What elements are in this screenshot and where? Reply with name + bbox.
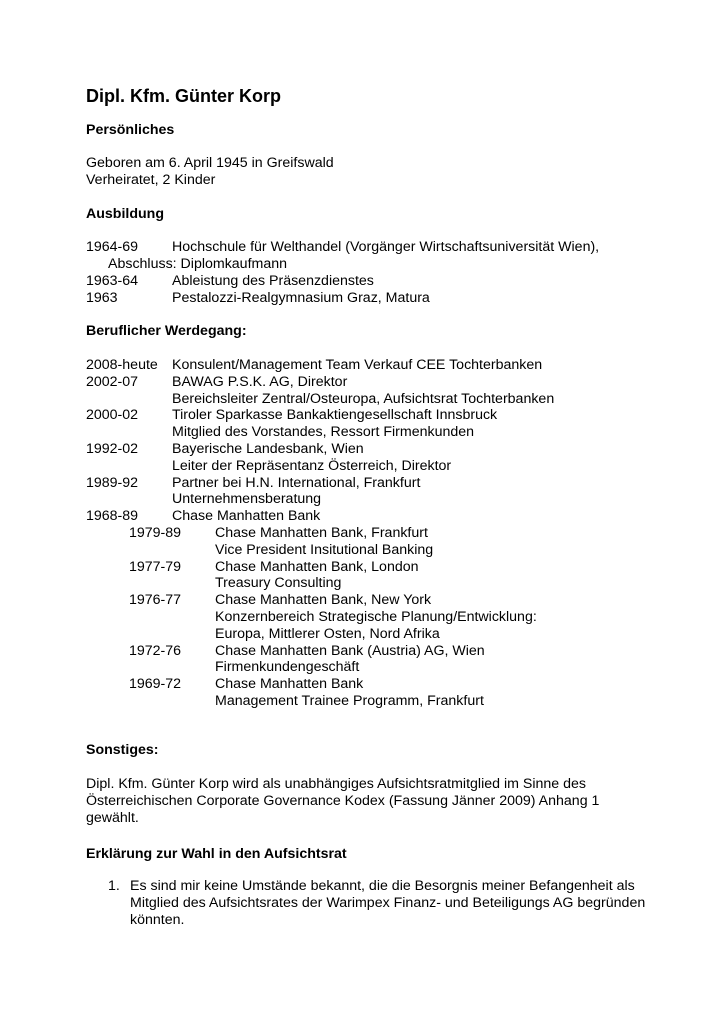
education-row — [86, 256, 646, 273]
career-year: 1992-02 — [86, 441, 139, 457]
career-text: Tiroler Sparkasse Bankaktiengesellschaft Innsbruck — [172, 407, 498, 424]
section-heading-other: Sonstiges: — [86, 742, 159, 758]
career-year: 2000-02 — [86, 407, 139, 424]
career-text: Bereichsleiter Zentral/Osteuropa, Aufsichtsrat Tochterbanken — [172, 390, 555, 407]
career-subrow — [86, 592, 646, 609]
career-row — [86, 458, 646, 475]
career-subrow-text: Chase Manhatten Bank — [215, 676, 364, 693]
career-text: Leiter der Repräsentanz Österreich, Direktor — [172, 457, 452, 474]
education-text: Hochschule für Welthandel (Vorgänger Wirtschaftsuniversität Wien), — [172, 239, 600, 255]
career-year: 1989-92 — [86, 474, 139, 491]
career-subrow-text: Europa, Mittlerer Osten, Nord Afrika — [215, 625, 440, 642]
career-subrow-year: 1969-72 — [129, 676, 182, 693]
career-row — [86, 357, 646, 374]
declaration-item-number: 1. — [108, 878, 120, 894]
career-text: Chase Manhatten Bank — [172, 508, 321, 525]
education-text: Pestalozzi-Realgymnasium Graz, Matura — [172, 290, 430, 306]
career-subrow-text: Konzernbereich Strategische Planung/Entwicklung: — [215, 609, 537, 625]
education-year: 1964-69 — [86, 239, 139, 255]
career-subrow — [86, 575, 646, 592]
section-heading-career: Beruflicher Werdegang: — [86, 323, 247, 339]
education-row — [86, 239, 646, 256]
career-subrow-year: 1979-89 — [129, 525, 182, 541]
section-heading-declaration: Erklärung zur Wahl in den Aufsichtsrat — [86, 846, 347, 862]
career-subrow — [86, 643, 646, 660]
career-subrow-year: 1972-76 — [129, 642, 182, 659]
career-row — [86, 374, 646, 391]
personal-line: Verheiratet, 2 Kinder — [86, 172, 216, 188]
career-subrow — [86, 525, 646, 542]
career-text: Mitglied des Vorstandes, Ressort Firmenkunden — [172, 424, 475, 441]
career-subrow-text: Chase Manhatten Bank (Austria) AG, Wien — [215, 642, 485, 659]
career-year: 2002-07 — [86, 373, 139, 390]
career-row — [86, 424, 646, 441]
education-year: 1963-64 — [86, 273, 139, 289]
education-text: Abschluss: Diplomkaufmann — [108, 256, 287, 272]
career-subrow — [86, 542, 646, 559]
career-subrow-text: Firmenkundengeschäft — [215, 659, 360, 676]
career-subrow-text: Chase Manhatten Bank, New York — [215, 592, 432, 609]
career-row — [86, 508, 646, 525]
career-year: 1968-89 — [86, 508, 139, 525]
career-subrow — [86, 559, 646, 576]
career-subrow — [86, 693, 646, 710]
career-text: Unternehmensberatung — [172, 491, 322, 508]
document-title: Dipl. Kfm. Günter Korp — [86, 86, 281, 106]
career-subrow — [86, 609, 646, 626]
education-text: Ableistung des Präsenzdienstes — [172, 273, 374, 289]
section-heading-personal: Persönliches — [86, 122, 175, 138]
career-text: Partner bei H.N. International, Frankfurt — [172, 474, 421, 491]
career-text: Bayerische Landesbank, Wien — [172, 441, 364, 457]
career-row — [86, 441, 646, 458]
career-subrow-text: Vice President Insitutional Banking — [215, 541, 434, 558]
personal-line: Geboren am 6. April 1945 in Greifswald — [86, 155, 334, 171]
career-row — [86, 391, 646, 408]
career-row — [86, 491, 646, 508]
section-heading-education: Ausbildung — [86, 206, 165, 222]
career-subrow — [86, 676, 646, 693]
career-subrow-year: 1977-79 — [129, 558, 182, 575]
education-year: 1963 — [86, 290, 118, 306]
career-subrow — [86, 626, 646, 643]
other-paragraph: Dipl. Kfm. Günter Korp wird als unabhängiges Aufsichtsratmitglied im Sinne des Österreichischen Corporate Governance Kodex (Fassung Jänner 2009) Anhang 1 gewählt. — [86, 776, 600, 826]
career-subrow-text: Management Trainee Programm, Frankfurt — [215, 693, 484, 709]
education-row — [86, 273, 646, 290]
career-text: BAWAG P.S.K. AG, Direktor — [172, 373, 348, 390]
career-subrow-text: Chase Manhatten Bank, London — [215, 558, 419, 575]
career-subrow-year: 1976-77 — [129, 592, 182, 609]
education-row — [86, 290, 646, 307]
career-subrow-text: Treasury Consulting — [215, 575, 342, 592]
career-subrow-text: Chase Manhatten Bank, Frankfurt — [215, 525, 428, 541]
career-year: 2008-heute — [86, 357, 158, 373]
career-text: Konsulent/Management Team Verkauf CEE Tochterbanken — [172, 357, 543, 373]
career-subrow — [86, 659, 646, 676]
career-row — [86, 407, 646, 424]
declaration-item-text: Es sind mir keine Umstände bekannt, die die Besorgnis meiner Befangenheit als Mitglied des Aufsichtsrates der Warimpex Finanz- und Beteiligungs AG begründen könnten. — [130, 878, 646, 928]
career-row — [86, 475, 646, 492]
